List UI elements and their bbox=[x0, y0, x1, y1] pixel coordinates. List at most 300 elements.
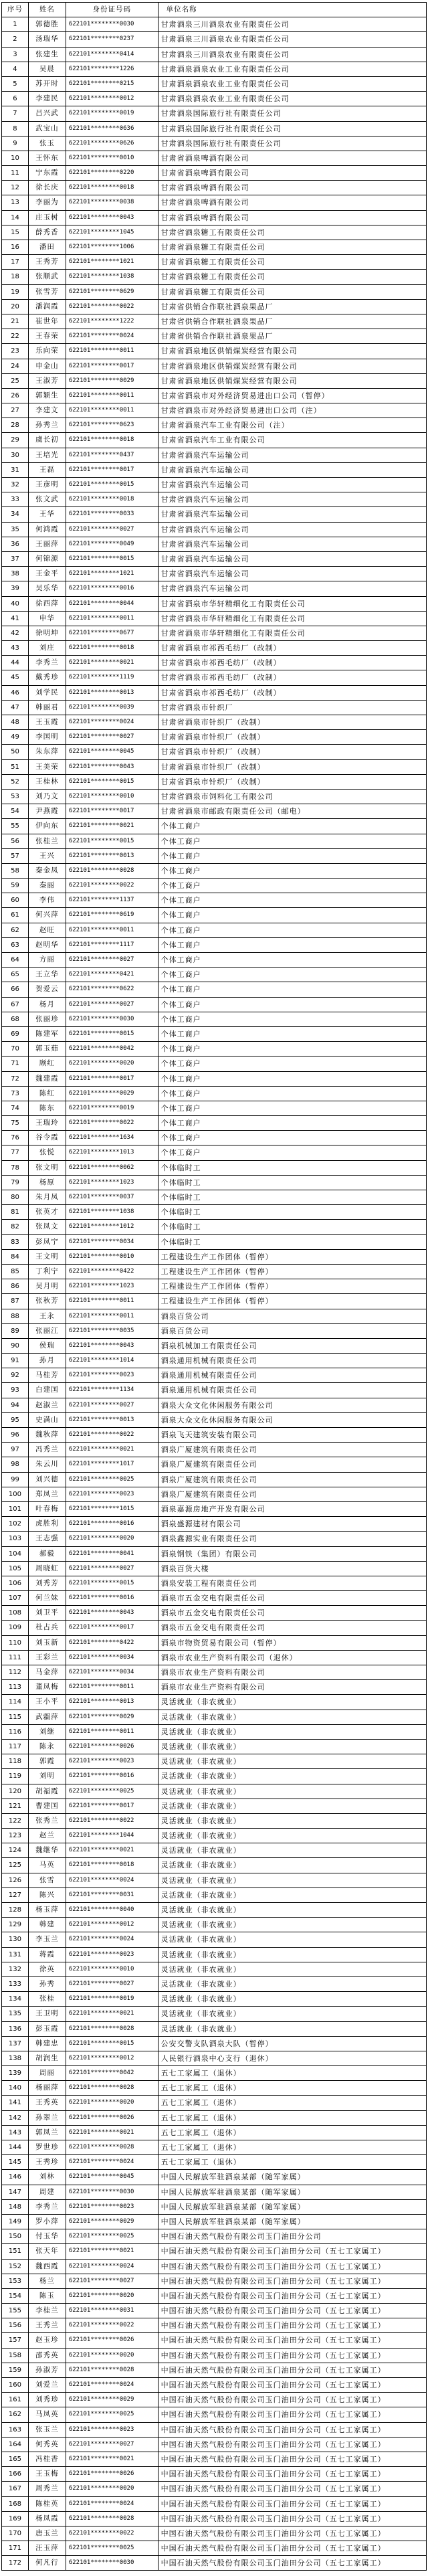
cell-name: 刘林 bbox=[29, 2170, 66, 2185]
cell-number: 123 bbox=[2, 1829, 29, 1843]
cell-id-number: 622101********0011 bbox=[66, 612, 158, 626]
cell-id-number: 622101********0025 bbox=[66, 1784, 158, 1799]
table-row bbox=[2, 329, 427, 344]
cell-unit-name: 中国石油天然气股份有限公司玉门油田分公司（五七工家属工） bbox=[158, 2423, 427, 2437]
cell-name: 张文明 bbox=[29, 1161, 66, 1176]
cell-id-number: 622101********1021 bbox=[66, 567, 158, 581]
cell-name: 魏继华 bbox=[29, 1843, 66, 1858]
cell-unit-name: 个体工商户 bbox=[158, 1012, 427, 1027]
cell-number: 165 bbox=[2, 2452, 29, 2467]
table-row bbox=[2, 2349, 427, 2363]
cell-number: 93 bbox=[2, 1383, 29, 1398]
cell-id-number: 622101********0023 bbox=[66, 2200, 158, 2215]
cell-number: 29 bbox=[2, 433, 29, 448]
cell-id-number: 622101********0018 bbox=[66, 1858, 158, 1873]
cell-name: 何兴萍 bbox=[29, 908, 66, 923]
cell-id-number: 622101********0020 bbox=[66, 2096, 158, 2110]
cell-name: 崔世年 bbox=[29, 314, 66, 329]
cell-number: 164 bbox=[2, 2437, 29, 2452]
cell-name: 王培光 bbox=[29, 448, 66, 463]
cell-id-number: 622101********0022 bbox=[66, 2526, 158, 2541]
cell-id-number: 622101********0013 bbox=[66, 1695, 158, 1710]
table-row bbox=[2, 2126, 427, 2140]
cell-unit-name: 甘肃省酒泉啤酒有限公司 bbox=[158, 195, 427, 210]
cell-id-number: 622101********0025 bbox=[66, 2541, 158, 2556]
cell-name: 孙秀兰 bbox=[29, 418, 66, 433]
cell-id-number: 622101********1038 bbox=[66, 1205, 158, 1220]
cell-id-number: 622101********0010 bbox=[66, 151, 158, 166]
cell-unit-name: 中国石油天然气股份有限公司玉门油田分公司（五七工家属工） bbox=[158, 2482, 427, 2496]
cell-id-number: 622101********0015 bbox=[66, 1027, 158, 1042]
cell-name: 武疆萍 bbox=[29, 1710, 66, 1725]
cell-name: 马英 bbox=[29, 1858, 66, 1873]
cell-name: 赵旺 bbox=[29, 923, 66, 938]
table-row bbox=[2, 1027, 427, 1042]
table-row bbox=[2, 1814, 427, 1829]
cell-id-number: 622101********0024 bbox=[66, 2260, 158, 2274]
cell-unit-name: 甘肃省酒泉市针织厂（改制） bbox=[158, 730, 427, 745]
cell-unit-name: 中国石油天然气股份有限公司玉门油田分公司（五七工家属工） bbox=[158, 2467, 427, 2482]
cell-name: 李建民 bbox=[29, 92, 66, 106]
cell-number: 77 bbox=[2, 1145, 29, 1160]
cell-number: 8 bbox=[2, 122, 29, 136]
cell-id-number: 622101********0030 bbox=[66, 2185, 158, 2200]
table-row bbox=[2, 686, 427, 701]
cell-name: 吕兴武 bbox=[29, 106, 66, 121]
cell-id-number: 622101********1044 bbox=[66, 1829, 158, 1843]
table-row bbox=[2, 2289, 427, 2304]
cell-id-number: 622101********0030 bbox=[66, 1012, 158, 1027]
cell-unit-name: 甘肃省酒泉汽车运输公司 bbox=[158, 552, 427, 567]
cell-id-number: 622101********0011 bbox=[66, 1680, 158, 1695]
cell-id-number: 622101********1017 bbox=[66, 1457, 158, 1472]
cell-name: 马桂芳 bbox=[29, 1368, 66, 1383]
table-row bbox=[2, 1532, 427, 1546]
cell-unit-name: 工程建设生产工作团体（暂停） bbox=[158, 1294, 427, 1309]
table-row bbox=[2, 1547, 427, 1562]
cell-number: 34 bbox=[2, 507, 29, 522]
cell-number: 69 bbox=[2, 1027, 29, 1042]
cell-id-number: 622101********0011 bbox=[66, 923, 158, 938]
cell-unit-name: 甘肃省酒泉啤酒有限公司 bbox=[158, 151, 427, 166]
table-row bbox=[2, 1576, 427, 1591]
table-row bbox=[2, 1562, 427, 1576]
cell-name: 刘明 bbox=[29, 1769, 66, 1784]
cell-unit-name: 灵活就业（非农就业） bbox=[158, 1710, 427, 1725]
cell-unit-name: 五七工家属工（退休） bbox=[158, 2126, 427, 2140]
table-row bbox=[2, 2274, 427, 2289]
cell-name: 王兴 bbox=[29, 849, 66, 864]
cell-name: 伊向东 bbox=[29, 819, 66, 834]
cell-number: 170 bbox=[2, 2526, 29, 2541]
cell-name: 韩建 bbox=[29, 1918, 66, 1932]
cell-unit-name: 中国石油天然气股份有限公司玉门油田分公司 bbox=[158, 2229, 427, 2244]
cell-unit-name: 甘肃省酒泉啤酒有限公司 bbox=[158, 211, 427, 225]
cell-name: 赵明华 bbox=[29, 938, 66, 953]
cell-name: 陈玉 bbox=[29, 2289, 66, 2304]
cell-id-number: 622101********0022 bbox=[66, 300, 158, 314]
table-row bbox=[2, 715, 427, 730]
table-row bbox=[2, 1457, 427, 1472]
cell-id-number: 622101********0012 bbox=[66, 2051, 158, 2066]
table-row bbox=[2, 1636, 427, 1651]
cell-number: 82 bbox=[2, 1220, 29, 1234]
cell-id-number: 622101********0022 bbox=[66, 2318, 158, 2333]
cell-unit-name: 五七工家属工（退休） bbox=[158, 2066, 427, 2081]
cell-unit-name: 灵活就业（非农就业） bbox=[158, 1784, 427, 1799]
cell-id-number: 622101********0437 bbox=[66, 448, 158, 463]
table-row bbox=[2, 1161, 427, 1176]
cell-number: 72 bbox=[2, 1072, 29, 1087]
cell-number: 138 bbox=[2, 2051, 29, 2066]
table-row bbox=[2, 2512, 427, 2526]
cell-number: 30 bbox=[2, 448, 29, 463]
cell-unit-name: 甘肃省酒泉汽车运输公司 bbox=[158, 492, 427, 507]
cell-id-number: 622101********0636 bbox=[66, 122, 158, 136]
table-row bbox=[2, 1383, 427, 1398]
cell-name: 秦金凤 bbox=[29, 864, 66, 879]
cell-name: 王丽萍 bbox=[29, 537, 66, 552]
cell-name: 张凤文 bbox=[29, 1220, 66, 1234]
cell-unit-name: 甘肃省酒泉糖工有限责任公司 bbox=[158, 255, 427, 270]
cell-number: 116 bbox=[2, 1725, 29, 1740]
cell-id-number: 622101********0017 bbox=[66, 359, 158, 374]
table-row bbox=[2, 389, 427, 403]
table-row bbox=[2, 433, 427, 448]
cell-number: 156 bbox=[2, 2318, 29, 2333]
cell-name: 张桂兰 bbox=[29, 834, 66, 849]
cell-number: 10 bbox=[2, 151, 29, 166]
cell-id-number: 622101********0619 bbox=[66, 908, 158, 923]
table-row bbox=[2, 1368, 427, 1383]
cell-id-number: 622101********1134 bbox=[66, 1383, 158, 1398]
cell-id-number: 622101********0017 bbox=[66, 1621, 158, 1635]
cell-number: 122 bbox=[2, 1814, 29, 1829]
cell-name: 韩建忠 bbox=[29, 2037, 66, 2051]
cell-name: 顾红 bbox=[29, 1056, 66, 1071]
cell-id-number: 622101********0042 bbox=[66, 2066, 158, 2081]
table-row bbox=[2, 775, 427, 790]
cell-name: 杨原 bbox=[29, 1176, 66, 1190]
table-row bbox=[2, 2437, 427, 2452]
cell-id-number: 622101********0017 bbox=[66, 804, 158, 819]
table-row bbox=[2, 2497, 427, 2512]
cell-id-number: 622101********0011 bbox=[66, 1309, 158, 1324]
cell-id-number: 622101********0422 bbox=[66, 1636, 158, 1651]
cell-number: 119 bbox=[2, 1769, 29, 1784]
cell-unit-name: 甘肃酒泉酒泉农业工业有限责任公司 bbox=[158, 92, 427, 106]
cell-unit-name: 甘肃省酒泉市对外经济贸易进出口公司（暂停） bbox=[158, 389, 427, 403]
cell-unit-name: 酒泉广厦建筑有限责任公司 bbox=[158, 1487, 427, 1502]
cell-id-number: 622101********0023 bbox=[66, 1948, 158, 1962]
cell-name: 王秀兰 bbox=[29, 2318, 66, 2333]
cell-number: 80 bbox=[2, 1190, 29, 1205]
cell-unit-name: 酒泉机械加工有限责任公司 bbox=[158, 1339, 427, 1354]
cell-name: 王文明 bbox=[29, 1250, 66, 1265]
table-row bbox=[2, 1606, 427, 1621]
cell-id-number: 622101********0035 bbox=[66, 1324, 158, 1339]
cell-number: 124 bbox=[2, 1843, 29, 1858]
cell-number: 143 bbox=[2, 2126, 29, 2140]
cell-number: 144 bbox=[2, 2140, 29, 2155]
cell-unit-name: 个体工商户 bbox=[158, 1027, 427, 1042]
cell-number: 25 bbox=[2, 374, 29, 389]
cell-unit-name: 甘肃省酒泉市祁西毛纺厂（改制） bbox=[158, 641, 427, 656]
table-row bbox=[2, 804, 427, 819]
cell-unit-name: 五七工家属工（退休） bbox=[158, 2140, 427, 2155]
cell-id-number: 622101********0020 bbox=[66, 1532, 158, 1546]
cell-number: 94 bbox=[2, 1398, 29, 1413]
cell-unit-name: 酒泉百货公司 bbox=[158, 1309, 427, 1324]
cell-name: 董凤梅 bbox=[29, 1680, 66, 1695]
table-row bbox=[2, 1903, 427, 1918]
cell-name: 周秀兰 bbox=[29, 2482, 66, 2496]
cell-unit-name: 五七工家属工（退休） bbox=[158, 2155, 427, 2170]
table-row bbox=[2, 1621, 427, 1635]
cell-number: 71 bbox=[2, 1056, 29, 1071]
cell-id-number: 622101********0237 bbox=[66, 32, 158, 47]
cell-unit-name: 酒泉市农业生产资料有限公司（退休） bbox=[158, 1651, 427, 1665]
cell-number: 95 bbox=[2, 1413, 29, 1428]
cell-name: 申华 bbox=[29, 612, 66, 626]
cell-name: 魏建霞 bbox=[29, 1072, 66, 1087]
table-row bbox=[2, 1324, 427, 1339]
cell-unit-name: 甘肃省酒泉汽车运输公司 bbox=[158, 478, 427, 492]
cell-unit-name: 酒泉通用机械有限责任公司 bbox=[158, 1383, 427, 1398]
cell-unit-name: 甘肃省酒泉汽车运输公司 bbox=[158, 448, 427, 463]
cell-unit-name: 个体工商户 bbox=[158, 982, 427, 997]
cell-unit-name: 中国石油天然气股份有限公司玉门油田分公司（五七工家属工） bbox=[158, 2407, 427, 2422]
cell-name: 张丽江 bbox=[29, 1324, 66, 1339]
cell-unit-name: 甘肃省酒泉汽车运输公司 bbox=[158, 507, 427, 522]
cell-number: 101 bbox=[2, 1502, 29, 1517]
table-row bbox=[2, 938, 427, 953]
cell-name: 庄玉树 bbox=[29, 211, 66, 225]
cell-name: 苏开时 bbox=[29, 77, 66, 92]
cell-number: 117 bbox=[2, 1740, 29, 1754]
cell-number: 103 bbox=[2, 1532, 29, 1546]
header-name: 姓名 bbox=[29, 3, 66, 17]
cell-id-number: 622101********0034 bbox=[66, 1651, 158, 1665]
cell-name: 邵秀英 bbox=[29, 2349, 66, 2363]
cell-unit-name: 甘肃省酒泉市华轩精细化工有限责任公司 bbox=[158, 597, 427, 612]
cell-id-number: 622101********0021 bbox=[66, 2126, 158, 2140]
cell-number: 32 bbox=[2, 478, 29, 492]
cell-number: 50 bbox=[2, 745, 29, 759]
cell-number: 97 bbox=[2, 1443, 29, 1457]
cell-unit-name: 中国人民解放军驻酒泉某部（随军家属） bbox=[158, 2215, 427, 2229]
table-row bbox=[2, 1176, 427, 1190]
cell-name: 王志强 bbox=[29, 1532, 66, 1546]
cell-unit-name: 甘肃省供销合作联社酒泉果品厂 bbox=[158, 314, 427, 329]
cell-number: 149 bbox=[2, 2215, 29, 2229]
cell-unit-name: 甘肃省酒泉市针织厂 bbox=[158, 701, 427, 715]
cell-unit-name: 酒泉大众文化休闲服务有限公司 bbox=[158, 1413, 427, 1428]
cell-name: 白建国 bbox=[29, 1383, 66, 1398]
cell-id-number: 622101********1137 bbox=[66, 893, 158, 908]
cell-id-number: 622101********0024 bbox=[66, 715, 158, 730]
table-row bbox=[2, 908, 427, 923]
cell-number: 115 bbox=[2, 1710, 29, 1725]
table-row bbox=[2, 523, 427, 537]
cell-id-number: 622101********0027 bbox=[66, 998, 158, 1012]
cell-name: 彭凤宁 bbox=[29, 1235, 66, 1250]
table-row bbox=[2, 2318, 427, 2333]
cell-name: 张丽珍 bbox=[29, 1012, 66, 1027]
cell-name: 张英才 bbox=[29, 1205, 66, 1220]
cell-unit-name: 中国石油天然气股份有限公司玉门油田分公司（五七工家属工） bbox=[158, 2318, 427, 2333]
cell-unit-name: 酒泉市物资贸易有限公司（暂停） bbox=[158, 1636, 427, 1651]
cell-name: 王怀东 bbox=[29, 151, 66, 166]
cell-name: 王彩兰 bbox=[29, 1651, 66, 1665]
cell-name: 刘兴德 bbox=[29, 1473, 66, 1487]
cell-unit-name: 中国石油天然气股份有限公司玉门油田分公司（五七工家属工） bbox=[158, 2274, 427, 2289]
cell-unit-name: 中国石油天然气股份有限公司玉门油田分公司（五七工家属工） bbox=[158, 2556, 427, 2571]
cell-id-number: 622101********0021 bbox=[66, 656, 158, 670]
cell-unit-name: 甘肃酒泉三川酒泉农业有限责任公司 bbox=[158, 48, 427, 62]
cell-unit-name: 酒泉盛源建材有限公司 bbox=[158, 1517, 427, 1532]
table-row bbox=[2, 1517, 427, 1532]
cell-name: 杨凤霞 bbox=[29, 2512, 66, 2526]
cell-id-number: 622101********0019 bbox=[66, 1101, 158, 1116]
table-row bbox=[2, 1710, 427, 1725]
cell-id-number: 622101********0041 bbox=[66, 1547, 158, 1562]
cell-id-number: 622101********1012 bbox=[66, 1220, 158, 1234]
cell-id-number: 622101********0023 bbox=[66, 1754, 158, 1769]
cell-id-number: 622101********0026 bbox=[66, 2111, 158, 2126]
table-row bbox=[2, 270, 427, 284]
cell-unit-name: 灵活就业（非农就业） bbox=[158, 2022, 427, 2037]
cell-number: 51 bbox=[2, 760, 29, 775]
cell-number: 160 bbox=[2, 2378, 29, 2393]
cell-number: 96 bbox=[2, 1428, 29, 1443]
cell-unit-name: 个体工商户 bbox=[158, 1145, 427, 1160]
cell-number: 155 bbox=[2, 2304, 29, 2318]
cell-name: 王春荣 bbox=[29, 329, 66, 344]
cell-id-number: 622101********0026 bbox=[66, 2467, 158, 2482]
cell-unit-name: 酒泉广厦建筑有限责任公司 bbox=[158, 1473, 427, 1487]
cell-id-number: 622101********0043 bbox=[66, 1339, 158, 1354]
cell-id-number: 622101********0011 bbox=[66, 389, 158, 403]
cell-number: 162 bbox=[2, 2407, 29, 2422]
cell-name: 李秀兰 bbox=[29, 656, 66, 670]
table-row bbox=[2, 581, 427, 596]
table-row bbox=[2, 1591, 427, 1606]
cell-unit-name: 个体工商户 bbox=[158, 1042, 427, 1056]
cell-name: 叶春梅 bbox=[29, 1502, 66, 1517]
cell-number: 6 bbox=[2, 92, 29, 106]
cell-id-number: 622101********0024 bbox=[66, 2378, 158, 2393]
table-row bbox=[2, 92, 427, 106]
cell-id-number: 622101********0034 bbox=[66, 1235, 158, 1250]
cell-name: 王秀英 bbox=[29, 2096, 66, 2110]
table-row bbox=[2, 760, 427, 775]
table-row bbox=[2, 1918, 427, 1932]
cell-unit-name: 酒泉通用机械有限责任公司 bbox=[158, 1354, 427, 1368]
cell-id-number: 622101********0021 bbox=[66, 1443, 158, 1457]
cell-name: 何鸿霞 bbox=[29, 523, 66, 537]
cell-unit-name: 灵活就业（非农就业） bbox=[158, 1829, 427, 1843]
cell-name: 张顺武 bbox=[29, 270, 66, 284]
table-row bbox=[2, 1443, 427, 1457]
cell-name: 王桂林 bbox=[29, 775, 66, 790]
roster-table bbox=[1, 2, 427, 2571]
cell-unit-name: 个体工商户 bbox=[158, 908, 427, 923]
cell-number: 1 bbox=[2, 17, 29, 32]
cell-unit-name: 个体工商户 bbox=[158, 1101, 427, 1116]
cell-unit-name: 个体临时工 bbox=[158, 1190, 427, 1205]
cell-id-number: 622101********0018 bbox=[66, 181, 158, 195]
cell-id-number: 622101********0029 bbox=[66, 2215, 158, 2229]
table-row bbox=[2, 1888, 427, 1903]
cell-name: 何凡行 bbox=[29, 2556, 66, 2571]
table-row bbox=[2, 953, 427, 968]
cell-id-number: 622101********0025 bbox=[66, 2229, 158, 2244]
cell-number: 62 bbox=[2, 923, 29, 938]
cell-id-number: 622101********0031 bbox=[66, 2304, 158, 2318]
table-row bbox=[2, 1042, 427, 1056]
cell-unit-name: 个体工商户 bbox=[158, 819, 427, 834]
cell-name: 尹燕霞 bbox=[29, 804, 66, 819]
cell-unit-name: 个体工商户 bbox=[158, 953, 427, 968]
cell-name: 罗小萍 bbox=[29, 2215, 66, 2229]
cell-id-number: 622101********0025 bbox=[66, 1473, 158, 1487]
cell-id-number: 622101********0018 bbox=[66, 641, 158, 656]
cell-name: 罗世珍 bbox=[29, 2140, 66, 2155]
cell-id-number: 622101********1045 bbox=[66, 225, 158, 240]
cell-unit-name: 甘肃省酒泉市针织厂（改制） bbox=[158, 775, 427, 790]
cell-number: 68 bbox=[2, 1012, 29, 1027]
cell-number: 141 bbox=[2, 2096, 29, 2110]
table-row bbox=[2, 2378, 427, 2393]
cell-number: 13 bbox=[2, 195, 29, 210]
cell-number: 40 bbox=[2, 597, 29, 612]
table-row bbox=[2, 2066, 427, 2081]
cell-number: 49 bbox=[2, 730, 29, 745]
cell-unit-name: 个体工商户 bbox=[158, 968, 427, 982]
cell-id-number: 622101********0044 bbox=[66, 597, 158, 612]
cell-unit-name: 个体工商户 bbox=[158, 923, 427, 938]
cell-name: 宁东霞 bbox=[29, 166, 66, 181]
cell-unit-name: 酒泉大众文化休闲服务有限公司 bbox=[158, 1398, 427, 1413]
cell-unit-name: 个体临时工 bbox=[158, 1235, 427, 1250]
cell-id-number: 622101********0422 bbox=[66, 1265, 158, 1279]
cell-name: 杨月 bbox=[29, 998, 66, 1012]
cell-unit-name: 个体工商户 bbox=[158, 864, 427, 879]
cell-name: 吴乐华 bbox=[29, 581, 66, 596]
cell-number: 37 bbox=[2, 552, 29, 567]
cell-id-number: 622101********0028 bbox=[66, 864, 158, 879]
cell-name: 刘继 bbox=[29, 1725, 66, 1740]
cell-name: 刘学民 bbox=[29, 686, 66, 701]
cell-number: 38 bbox=[2, 567, 29, 581]
cell-id-number: 622101********0023 bbox=[66, 2423, 158, 2437]
cell-id-number: 622101********0049 bbox=[66, 537, 158, 552]
cell-unit-name: 甘肃省酒泉地区供销煤炭经营有限公司 bbox=[158, 359, 427, 374]
cell-number: 148 bbox=[2, 2200, 29, 2215]
table-row bbox=[2, 62, 427, 77]
cell-id-number: 622101********0027 bbox=[66, 523, 158, 537]
cell-id-number: 622101********0021 bbox=[66, 2452, 158, 2467]
cell-unit-name: 中国人民解放军驻酒泉某部（随军家属） bbox=[158, 2200, 427, 2215]
cell-number: 128 bbox=[2, 1903, 29, 1918]
cell-unit-name: 中国石油天然气股份有限公司玉门油田分公司（五七工家属工） bbox=[158, 2437, 427, 2452]
cell-unit-name: 甘肃省酒泉汽车运输公司 bbox=[158, 567, 427, 581]
cell-number: 172 bbox=[2, 2556, 29, 2571]
cell-number: 152 bbox=[2, 2260, 29, 2274]
cell-name: 蒋霞 bbox=[29, 1948, 66, 1962]
cell-unit-name: 甘肃省供销合作联社酒泉果品厂 bbox=[158, 329, 427, 344]
